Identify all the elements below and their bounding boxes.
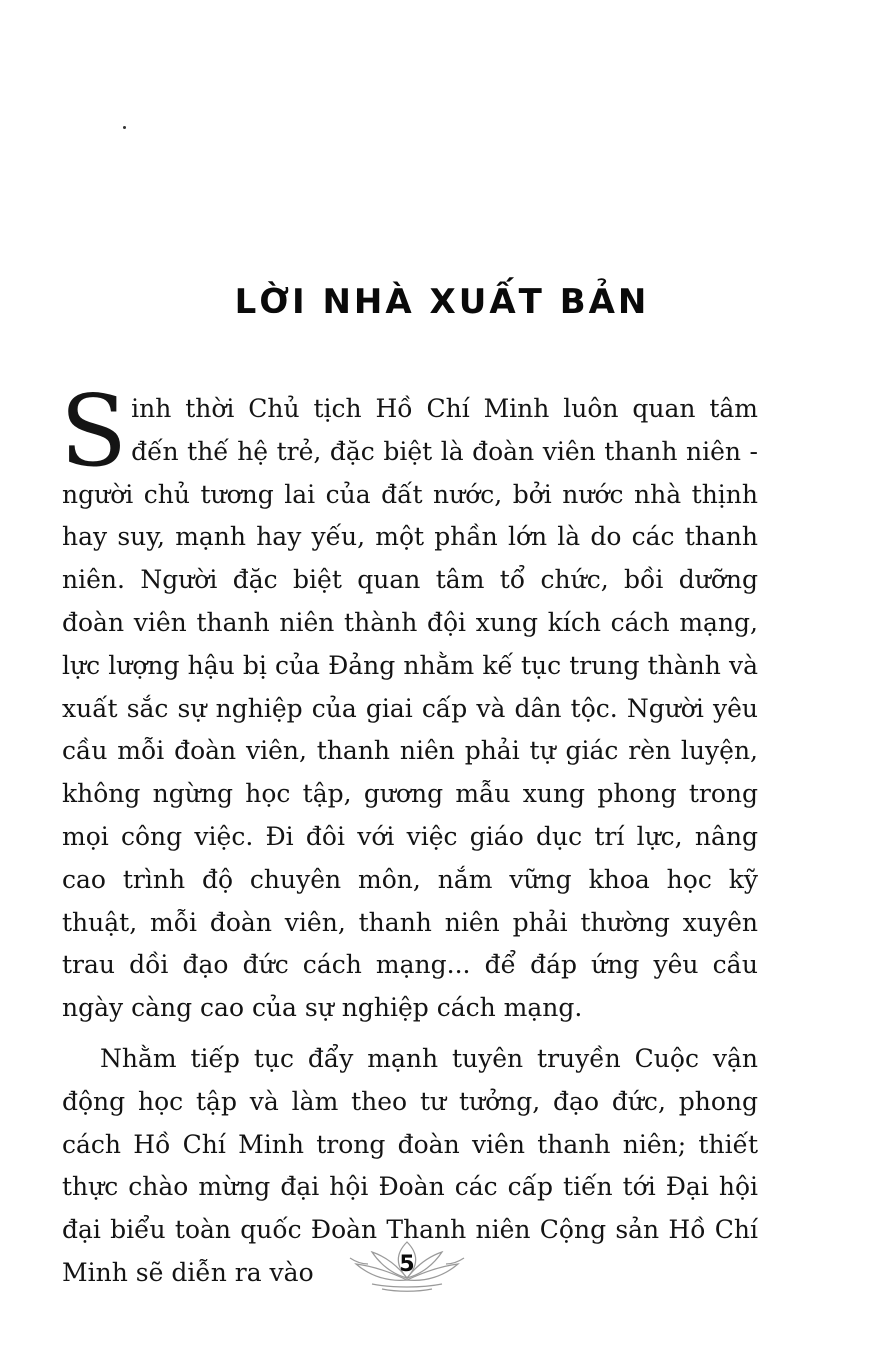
page-number-block — [342, 1234, 542, 1294]
page-number: 5 — [399, 1252, 415, 1277]
page-title: LỜI NHÀ XUẤT BẢN — [234, 282, 650, 322]
paragraph-1-text: inh thời Chủ tịch Hồ Chí Minh luôn quan tâm đến thế hệ trẻ, đặc biệt là đoàn viên thanh niên - người chủ tương lai của đất nước, bởi nước nhà thịnh hay suy, mạnh hay yếu, một phần lớn là do các thanh niên. Người đặc biệt quan tâm tổ chức, bồi dưỡng đoàn viên thanh niên thành đội xung kích cách mạng, lực lượng hậu bị của Đảng nhằm kế tục trung thành và xuất sắc sự nghiệp của giai cấp và dân tộc. Người yêu cầu mỗi đoàn viên, thanh niên phải tự giác rèn luyện, không ngừng học tập, gương mẫu xung phong trong mọi công việc. Đi đôi với việc giáo dục trí lực, nâng cao trình độ chuyên môn, nắm vững khoa học kỹ thuật, mỗi đoàn viên, thanh niên phải thường xuyên trau dồi đạo đức cách mạng... để đáp ứng yêu cầu ngày càng cao của sự nghiệp cách mạng. — [62, 394, 758, 1023]
page-speck — [123, 126, 126, 129]
drop-cap: S — [60, 375, 128, 489]
paragraph-1 — [60, 375, 758, 1030]
paragraph-2: Nhằm tiếp tục đẩy mạnh tuyên truyền Cuộc vận động học tập và làm theo tư tưởng, đạo đức, phong cách Hồ Chí Minh trong đoàn viên thanh niên; thiết thực chào mừng đại hội Đoàn các cấp tiến tới Đại hội đại biểu toàn quốc Đoàn Thanh niên Cộng sản Hồ Chí Minh sẽ diễn ra vào — [62, 1043, 758, 1287]
body-text — [60, 375, 758, 1295]
